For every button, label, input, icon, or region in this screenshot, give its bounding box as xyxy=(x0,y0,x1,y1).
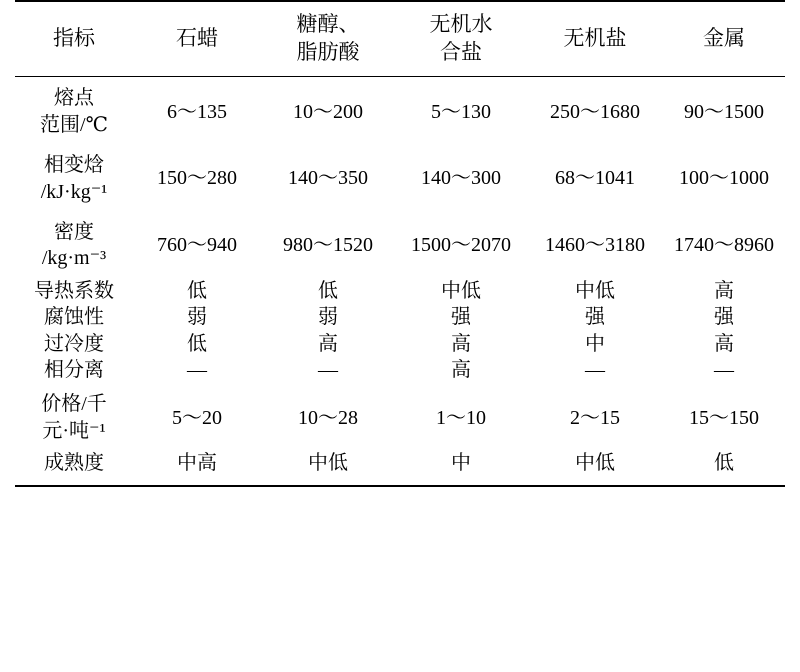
column-header-hydrated-salt-line2: 合盐 xyxy=(440,39,482,64)
cell-value: 100～1000 xyxy=(679,167,769,190)
column-header-inorganic-salt xyxy=(527,1,663,77)
cell-value: 中低 xyxy=(527,450,663,485)
table-row xyxy=(15,77,785,144)
table-row xyxy=(15,357,785,383)
cell-value: 强 xyxy=(585,306,605,329)
row-label-supercooling: 过冷度 xyxy=(44,332,104,355)
cell-value: 10～200 xyxy=(293,100,363,123)
column-header-indicator xyxy=(15,1,133,77)
row-label-line1: 密度 xyxy=(54,221,94,243)
table-header xyxy=(15,1,785,77)
cell-value: 高 xyxy=(318,332,338,355)
cell-value: 中 xyxy=(585,332,605,355)
cell-value: 中低 xyxy=(441,279,481,302)
pcm-comparison-table xyxy=(15,0,785,487)
cell-value: 760～940 xyxy=(157,234,237,257)
cell-value: 980～1520 xyxy=(283,234,373,257)
column-header-paraffin-line1: 石蜡 xyxy=(176,25,218,50)
table-row xyxy=(15,450,785,485)
row-label-price xyxy=(15,383,133,450)
column-header-sugar-alcohol-line1: 糖醇、 xyxy=(296,12,360,36)
column-header-sugar-alcohol-line2: 脂肪酸 xyxy=(296,39,360,64)
row-label-enthalpy xyxy=(15,144,133,211)
cell-value: 高 xyxy=(451,358,471,381)
column-header-indicator-line1: 指标 xyxy=(53,25,95,50)
cell-value: 140～300 xyxy=(421,167,501,190)
table-row xyxy=(15,211,785,278)
cell-value: 低 xyxy=(663,450,785,485)
cell-value: 2～15 xyxy=(570,406,620,429)
cell-value: 强 xyxy=(714,306,734,329)
table-row xyxy=(15,383,785,450)
table-body xyxy=(15,77,785,486)
table-row xyxy=(15,331,785,357)
cell-value: 弱 xyxy=(187,306,207,329)
column-header-inorganic-hydrated-salt xyxy=(395,1,527,77)
cell-value: 中低 xyxy=(575,279,615,302)
row-label-line2: 范围/℃ xyxy=(40,113,108,136)
row-label-thermal-conductivity: 导热系数 xyxy=(34,279,114,302)
row-label-melting-point xyxy=(15,77,133,144)
row-label-phase-separation: 相分离 xyxy=(44,358,104,381)
row-label-line1: 相变焓 xyxy=(44,154,104,177)
cell-value: 1740～8960 xyxy=(674,234,774,257)
row-label-line2: /kg·m⁻³ xyxy=(41,247,107,270)
cell-value: — xyxy=(318,358,338,381)
row-label-line2: /kJ·kg⁻¹ xyxy=(40,180,108,203)
cell-value: — xyxy=(187,358,207,381)
cell-value: 低 xyxy=(187,279,207,302)
cell-value: 5～130 xyxy=(431,100,491,123)
row-label-line1: 价格/千 xyxy=(41,393,107,416)
cell-value: 250～1680 xyxy=(550,100,640,123)
cell-value: 中高 xyxy=(133,450,261,485)
cell-value: 1～10 xyxy=(436,406,486,429)
row-label-corrosivity: 腐蚀性 xyxy=(44,306,104,329)
cell-value: 68～1041 xyxy=(555,167,635,190)
cell-value: 低 xyxy=(318,279,338,302)
cell-value: 高 xyxy=(714,332,734,355)
row-label-maturity: 成熟度 xyxy=(15,450,133,485)
column-header-inorganic-salt-line1: 无机盐 xyxy=(563,25,627,50)
table-row xyxy=(15,304,785,330)
cell-value: 5～20 xyxy=(172,406,222,429)
cell-value: 中 xyxy=(395,450,527,485)
cell-value: 强 xyxy=(451,306,471,329)
column-header-paraffin xyxy=(133,1,261,77)
cell-value: 90～1500 xyxy=(684,100,764,123)
row-label-line2: 元·吨⁻¹ xyxy=(42,419,106,442)
cell-value: 中低 xyxy=(261,450,395,485)
cell-value: 150～280 xyxy=(157,167,237,190)
row-label-density xyxy=(15,211,133,278)
cell-value: — xyxy=(585,358,605,381)
cell-value: 1500～2070 xyxy=(411,234,511,257)
column-header-metal xyxy=(663,1,785,77)
cell-value: 弱 xyxy=(318,306,338,329)
table-row xyxy=(15,144,785,211)
column-header-sugar-alcohol-fatty-acid xyxy=(261,1,395,77)
cell-value: — xyxy=(714,358,734,381)
cell-value: 140～350 xyxy=(288,167,368,190)
row-label-line1: 熔点 xyxy=(54,87,94,110)
cell-value: 15～150 xyxy=(689,406,759,429)
cell-value: 10～28 xyxy=(298,406,358,429)
cell-value: 1460～3180 xyxy=(545,234,645,257)
column-header-metal-line1: 金属 xyxy=(703,25,745,50)
cell-value: 低 xyxy=(187,332,207,355)
column-header-hydrated-salt-line1: 无机水 xyxy=(429,12,493,36)
cell-value: 6～135 xyxy=(167,100,227,123)
cell-value: 高 xyxy=(451,332,471,355)
cell-value: 高 xyxy=(714,279,734,302)
table-header-row xyxy=(15,1,785,77)
table-row xyxy=(15,278,785,304)
